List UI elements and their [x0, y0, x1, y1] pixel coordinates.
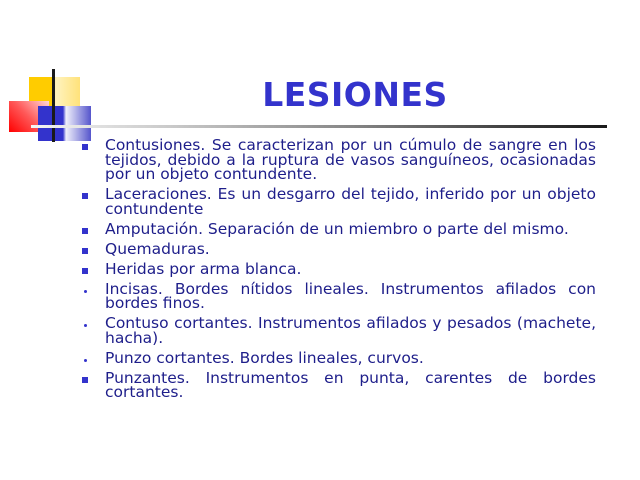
list-item-text: Punzantes. Instrumentos en punta, carentes de bordes cortantes.	[105, 368, 596, 401]
square-bullet-icon	[82, 144, 88, 150]
square-bullet-icon	[82, 193, 88, 199]
square-bullet-icon	[82, 248, 88, 254]
list-item	[78, 259, 596, 278]
list-item-text: Heridas por arma blanca.	[105, 259, 302, 278]
square-bullet-icon	[82, 377, 88, 383]
list-item-text: Contusiones. Se caracterizan por un cúmulo de sangre en los tejidos, debido a la ruptura de vasos sanguíneos, ocasionadas por un objeto contundente.	[105, 136, 596, 183]
bullet-list	[78, 138, 596, 405]
list-item	[78, 138, 596, 182]
list-item	[78, 219, 596, 238]
dot-bullet-icon	[84, 359, 87, 362]
square-bullet-icon	[82, 228, 88, 234]
list-item	[78, 316, 596, 345]
list-item-text: Amputación. Separación de un miembro o parte del mismo.	[105, 219, 569, 238]
blue-square-decoration	[38, 106, 91, 141]
list-item-text: Laceraciones. Es un desgarro del tejido, inferido por un objeto contundente	[105, 185, 596, 218]
list-item-text: Punzo cortantes. Bordes lineales, curvos.	[105, 348, 424, 367]
dot-bullet-icon	[84, 290, 87, 293]
list-item-text: Contuso cortantes. Instrumentos afilados y pesados (machete, hacha).	[105, 314, 596, 347]
list-item	[78, 348, 596, 367]
slide-title: LESIONES	[262, 75, 448, 114]
list-item-text: Incisas. Bordes nítidos lineales. Instrumentos afilados con bordes finos.	[105, 279, 596, 312]
list-item	[78, 368, 596, 401]
list-item	[78, 239, 596, 258]
list-item	[78, 187, 596, 216]
list-item-text: Quemaduras.	[105, 239, 210, 258]
vertical-line-decoration	[52, 69, 55, 142]
dot-bullet-icon	[84, 324, 87, 327]
square-bullet-icon	[82, 268, 88, 274]
list-item	[78, 279, 596, 312]
title-underline-divider	[31, 125, 607, 128]
